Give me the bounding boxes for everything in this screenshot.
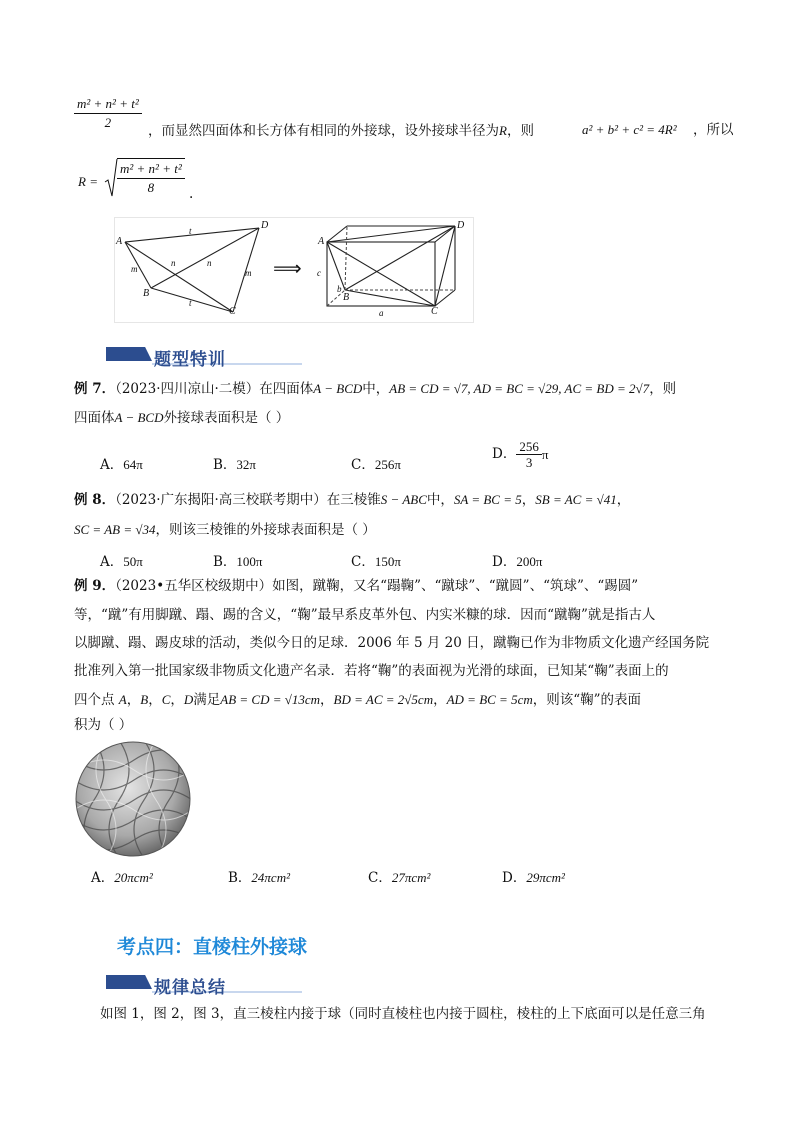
- option-d-pi: π: [541, 447, 549, 462]
- point-D: D: [183, 692, 194, 707]
- intro-text-2: ，则: [506, 123, 534, 139]
- label-t-bottom: t: [189, 298, 192, 308]
- example-7-label: 例 7．: [74, 381, 116, 397]
- summary-text: 如图 1，图 2，图 3，直三棱柱内接于球（同时直棱柱也内接于圆柱，棱柱的上下底面可以是任意三角: [100, 1006, 706, 1022]
- banner-title: 规律总结: [154, 978, 226, 998]
- label-D-left: D: [261, 220, 269, 231]
- example-8-cond-2: SB = AC = √41: [535, 492, 617, 507]
- example-9-cond-3: AD = BC = 5cm: [446, 692, 533, 707]
- label-n-2: n: [207, 258, 212, 268]
- option-letter: B．: [213, 457, 237, 473]
- R-equals: R =: [78, 174, 98, 189]
- example-8-line-2: [74, 523, 376, 538]
- option-d-denominator: 3: [525, 455, 533, 470]
- section-banner-practice: [106, 345, 302, 370]
- fraction-numerator: m² + n² + t²: [74, 96, 142, 114]
- point-C: C: [161, 692, 171, 707]
- example-9-line-2: 等，“蹴”有用脚蹴、蹋、踢的含义，“鞠”最早系皮革外包、内实米糠的球．因而“蹴鞠”就是指古人: [74, 607, 656, 623]
- option-letter: A．: [91, 870, 115, 886]
- example-8-label: 例 8．: [74, 492, 116, 508]
- option-value: 150π: [374, 554, 401, 569]
- example-9-line-5: 四个点 A，B，C，D满足AB = CD = √13cm，BD = AC = 2√5cm，AD = BC = 5cm，则该“鞠”的表面: [74, 692, 642, 708]
- example-9-text-1: （2023•五华区校级期中）如图，蹴鞠，又名“蹋鞠”、“蹴球”、“蹴圆”、“筑球”、“踢圆”: [115, 578, 639, 594]
- example-9-four-points: 四个点: [74, 692, 115, 708]
- example-9-option-a[interactable]: [91, 872, 153, 886]
- tetrahedron-cuboid-figure: [114, 217, 474, 323]
- example-7-line-2: [74, 411, 289, 426]
- option-d-numerator: 256: [516, 440, 542, 455]
- option-letter: D．: [502, 870, 527, 886]
- option-letter: C．: [351, 457, 375, 473]
- option-value: 64π: [123, 457, 143, 472]
- banner-bar: [106, 975, 152, 989]
- option-value: 29πcm²: [526, 870, 565, 885]
- sqrt-numerator: m² + n² + t²: [117, 161, 185, 179]
- label-B-right: B: [343, 292, 350, 303]
- sqrt-fraction: [104, 158, 185, 196]
- label-A-right: A: [318, 236, 325, 247]
- example-9-line-6: 积为（ ）: [74, 717, 133, 733]
- point-B: B: [140, 692, 149, 707]
- example-7-option-a[interactable]: [100, 452, 143, 473]
- arrow-icon: ⟹: [273, 258, 302, 280]
- label-a: a: [379, 308, 384, 318]
- example-7-conditions: AB = CD = √7, AD = BC = √29, AC = BD = 2√7: [389, 381, 650, 396]
- example-8-option-d[interactable]: [492, 555, 542, 570]
- option-letter: D．: [492, 445, 517, 462]
- example-7-line2-tetra: A − BCD: [114, 410, 164, 425]
- example-7-mid: 中，: [362, 381, 390, 397]
- option-letter: B．: [213, 554, 237, 570]
- example-9-end: ，则该“鞠”的表面: [532, 692, 642, 708]
- example-7-tetra: A − BCD: [313, 381, 363, 396]
- example-9-option-c[interactable]: [368, 872, 430, 886]
- example-8-sep: ，: [521, 492, 536, 508]
- label-C-left: C: [229, 306, 236, 317]
- intro-text-3: ，所以: [693, 122, 734, 138]
- example-8-option-a[interactable]: [100, 555, 143, 570]
- example-9-cond-2: BD = AC = 2√5cm: [333, 692, 434, 707]
- fraction-denominator: 2: [104, 115, 112, 130]
- example-7-line-1: [74, 382, 676, 397]
- example-9-line-1: [74, 580, 638, 594]
- cuju-ball-drawing: [74, 740, 192, 858]
- example-9-line-3: 以脚蹴、蹋、踢皮球的活动，类似今日的足球．2006 年 5 月 20 日，蹴鞠已作为非物质文化遗产经国务院: [74, 635, 710, 651]
- label-C-right: C: [431, 306, 438, 317]
- cuju-ball-image: [74, 740, 192, 858]
- example-9-option-d[interactable]: [502, 872, 565, 886]
- example-7-option-c[interactable]: [351, 452, 401, 473]
- intro-text-1: ，而显然四面体和长方体有相同的外接球，设外接球半径为: [148, 123, 499, 139]
- banner-title: 题型特训: [154, 350, 226, 370]
- example-9-cond-1: AB = CD = √13cm: [220, 692, 321, 707]
- example-8-option-b[interactable]: [213, 555, 263, 570]
- example-7-option-b[interactable]: [213, 452, 256, 473]
- option-letter: A．: [100, 554, 124, 570]
- example-8-pyramid: S − ABC: [380, 492, 427, 507]
- label-n-1: n: [171, 258, 176, 268]
- var-R: R: [499, 123, 507, 138]
- example-7-source: （2023·四川凉山·二模）在四面体: [115, 381, 314, 397]
- label-t-top: t: [189, 226, 192, 236]
- option-value: 24πcm²: [251, 870, 290, 885]
- example-9-option-b[interactable]: [228, 872, 290, 886]
- example-8-cond-1: SA = BC = 5: [453, 492, 522, 507]
- example-8-question: ，则该三棱锥的外接球表面积是（ ）: [155, 522, 376, 538]
- option-value: 27πcm²: [391, 870, 431, 885]
- example-7-line2-pre: 四面体: [74, 410, 115, 426]
- intro-text: [148, 124, 534, 139]
- label-B-left: B: [143, 288, 150, 299]
- option-letter: C．: [351, 554, 375, 570]
- example-8-end: ，: [616, 492, 631, 508]
- example-7-question: 外接球表面积是（ ）: [163, 410, 290, 426]
- label-m-left: m: [131, 264, 138, 274]
- example-9-satisfy: 满足: [193, 692, 221, 708]
- option-value: 100π: [236, 554, 263, 569]
- example-9-line-4: 批准列入第一批国家级非物质文化遗产名录．若将“鞠”的表面视为光滑的球面，已知某“鞠”表面上的: [74, 663, 669, 679]
- option-value: 20πcm²: [114, 870, 153, 885]
- label-b: b: [337, 284, 342, 294]
- label-m-right: m: [245, 268, 252, 278]
- sqrt-denominator: 8: [147, 180, 155, 195]
- option-letter: B．: [228, 870, 252, 886]
- option-value: 256π: [374, 457, 401, 472]
- example-9-label: 例 9．: [74, 578, 116, 594]
- option-value: 32π: [236, 457, 256, 472]
- example-8-source: （2023·广东揭阳·高三校联考期中）在三棱锥: [115, 492, 381, 508]
- section-banner-summary: [106, 973, 302, 998]
- example-8-cond-3: SC = AB = √34: [74, 522, 156, 537]
- label-c: c: [317, 268, 321, 278]
- option-value: 200π: [516, 554, 543, 569]
- intro-fraction: [74, 96, 142, 131]
- point-A: A: [118, 692, 127, 707]
- period: .: [189, 186, 194, 202]
- example-7-end: ，则: [649, 381, 677, 397]
- equation-abc: a² + b² + c² = 4R²: [582, 122, 677, 137]
- label-D-right: D: [457, 220, 465, 231]
- label-A-left: A: [116, 236, 123, 247]
- option-letter: A．: [100, 457, 124, 473]
- option-letter: C．: [368, 870, 392, 886]
- example-7-option-d[interactable]: [492, 440, 548, 469]
- section-4-heading: 考点四：直棱柱外接球: [117, 936, 308, 958]
- radical-sign: [104, 158, 118, 198]
- banner-bar: [106, 347, 152, 361]
- option-value: 50π: [123, 554, 143, 569]
- option-letter: D．: [492, 554, 517, 570]
- example-8-option-c[interactable]: [351, 555, 401, 570]
- example-8-line-1: [74, 493, 630, 508]
- example-8-mid: 中，: [426, 492, 454, 508]
